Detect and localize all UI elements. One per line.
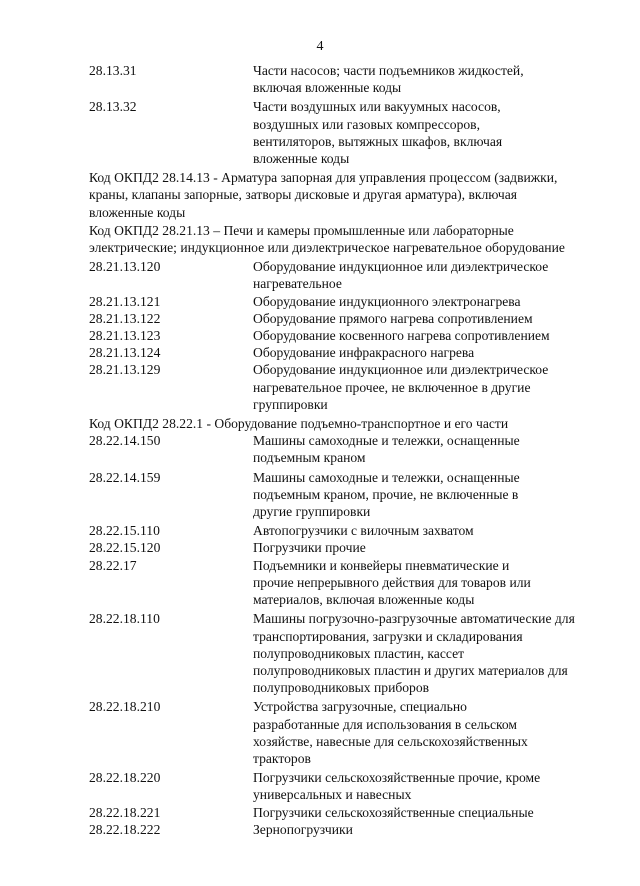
item-code: 28.22.18.210 xyxy=(89,699,161,715)
item-description: Оборудование индукционное или диэлектрическое нагревательное xyxy=(253,259,549,292)
page-number: 4 xyxy=(316,39,324,54)
list-item xyxy=(89,432,589,466)
item-description: Оборудование индукционное или диэлектрическое нагревательное прочее, не включенное в другие группировки xyxy=(253,362,549,412)
item-code: 28.22.18.222 xyxy=(89,821,161,837)
item-code: 28.22.17 xyxy=(89,557,137,573)
list-item xyxy=(89,293,589,310)
item-description: Части воздушных или вакуумных насосов, воздушных или газовых компрессоров, вентиляторов, вытяжных шкафов, включая вложенные коды xyxy=(253,99,503,167)
item-description: Машины самоходные и тележки, оснащенные подъемным краном, прочие, не включенные в другие группировки xyxy=(253,469,520,520)
item-description: Погрузчики прочие xyxy=(253,540,366,556)
section-heading: Код ОКПД2 28.14.13 - Арматура запорная для управления процессом (задвижки, краны, клапаны запорные, затворы дисковые и другая арматура), включая вложенные коды xyxy=(89,170,558,220)
item-code: 28.22.15.120 xyxy=(89,540,161,556)
item-description: Устройства загрузочные, специально разработанные для использования в сельском хозяйстве, навесные для сельскохозяйственных тракторов xyxy=(253,699,528,766)
list-item xyxy=(89,344,589,361)
item-description: Оборудование косвенного нагрева сопротивлением xyxy=(253,328,550,344)
item-code: 28.13.32 xyxy=(89,99,137,115)
list-item xyxy=(89,557,589,609)
item-description: Автопогрузчики с вилочным захватом xyxy=(253,523,474,539)
section-heading: Код ОКПД2 28.22.1 - Оборудование подъемно-транспортное и его части xyxy=(89,416,509,432)
list-item xyxy=(89,98,589,167)
item-description: Машины погрузочно-разгрузочные автоматические для транспортирования, загрузки и складирования полупроводниковых пластин, кассет полупроводниковых пластин и других материалов для полупроводниковых приборов xyxy=(253,611,575,696)
list-item xyxy=(89,469,589,521)
item-description: Погрузчики сельскохозяйственные прочие, кроме универсальных и навесных xyxy=(253,770,541,803)
item-code: 28.21.13.123 xyxy=(89,328,161,344)
list-item xyxy=(89,258,589,292)
section-heading: Код ОКПД2 28.21.13 – Печи и камеры промышленные или лабораторные электрические; индукционное или диэлектрическое нагревательное оборудование xyxy=(89,222,565,256)
item-description: Оборудование инфракрасного нагрева xyxy=(253,345,475,361)
item-description: Машины самоходные и тележки, оснащенные подъемным краном xyxy=(253,433,520,466)
item-description: Оборудование индукционного электронагрева xyxy=(253,293,521,309)
list-item xyxy=(89,610,589,696)
item-code: 28.22.18.220 xyxy=(89,770,161,786)
list-item xyxy=(89,327,589,344)
list-item xyxy=(89,361,589,413)
item-description: Подъемники и конвейеры пневматические и прочие непрерывного действия для товаров или материалов, включая вложенные коды xyxy=(253,557,531,608)
item-description: Оборудование прямого нагрева сопротивлением xyxy=(253,310,533,326)
item-code: 28.22.15.110 xyxy=(89,523,160,539)
item-code: 28.21.13.121 xyxy=(89,293,161,309)
classification-list xyxy=(89,62,589,838)
item-code: 28.13.31 xyxy=(89,63,137,78)
item-code: 28.21.13.120 xyxy=(89,259,161,275)
item-description: Погрузчики сельскохозяйственные специальные xyxy=(253,804,534,820)
item-code: 28.21.13.124 xyxy=(89,345,161,361)
item-code: 28.22.14.159 xyxy=(89,469,161,485)
list-item xyxy=(89,539,589,556)
item-code: 28.21.13.129 xyxy=(89,362,161,378)
list-item xyxy=(89,698,589,767)
item-code: 28.22.18.110 xyxy=(89,611,160,627)
list-item xyxy=(89,769,589,803)
list-item xyxy=(89,310,589,327)
item-description: Части насосов; части подъемников жидкостей, включая вложенные коды xyxy=(253,63,524,96)
list-item xyxy=(89,522,589,539)
item-code: 28.22.18.221 xyxy=(89,804,161,820)
item-description: Зернопогрузчики xyxy=(253,821,353,837)
list-item xyxy=(89,62,589,96)
list-item xyxy=(89,821,589,838)
item-code: 28.22.14.150 xyxy=(89,433,161,449)
list-item xyxy=(89,804,589,821)
item-code: 28.21.13.122 xyxy=(89,310,161,326)
